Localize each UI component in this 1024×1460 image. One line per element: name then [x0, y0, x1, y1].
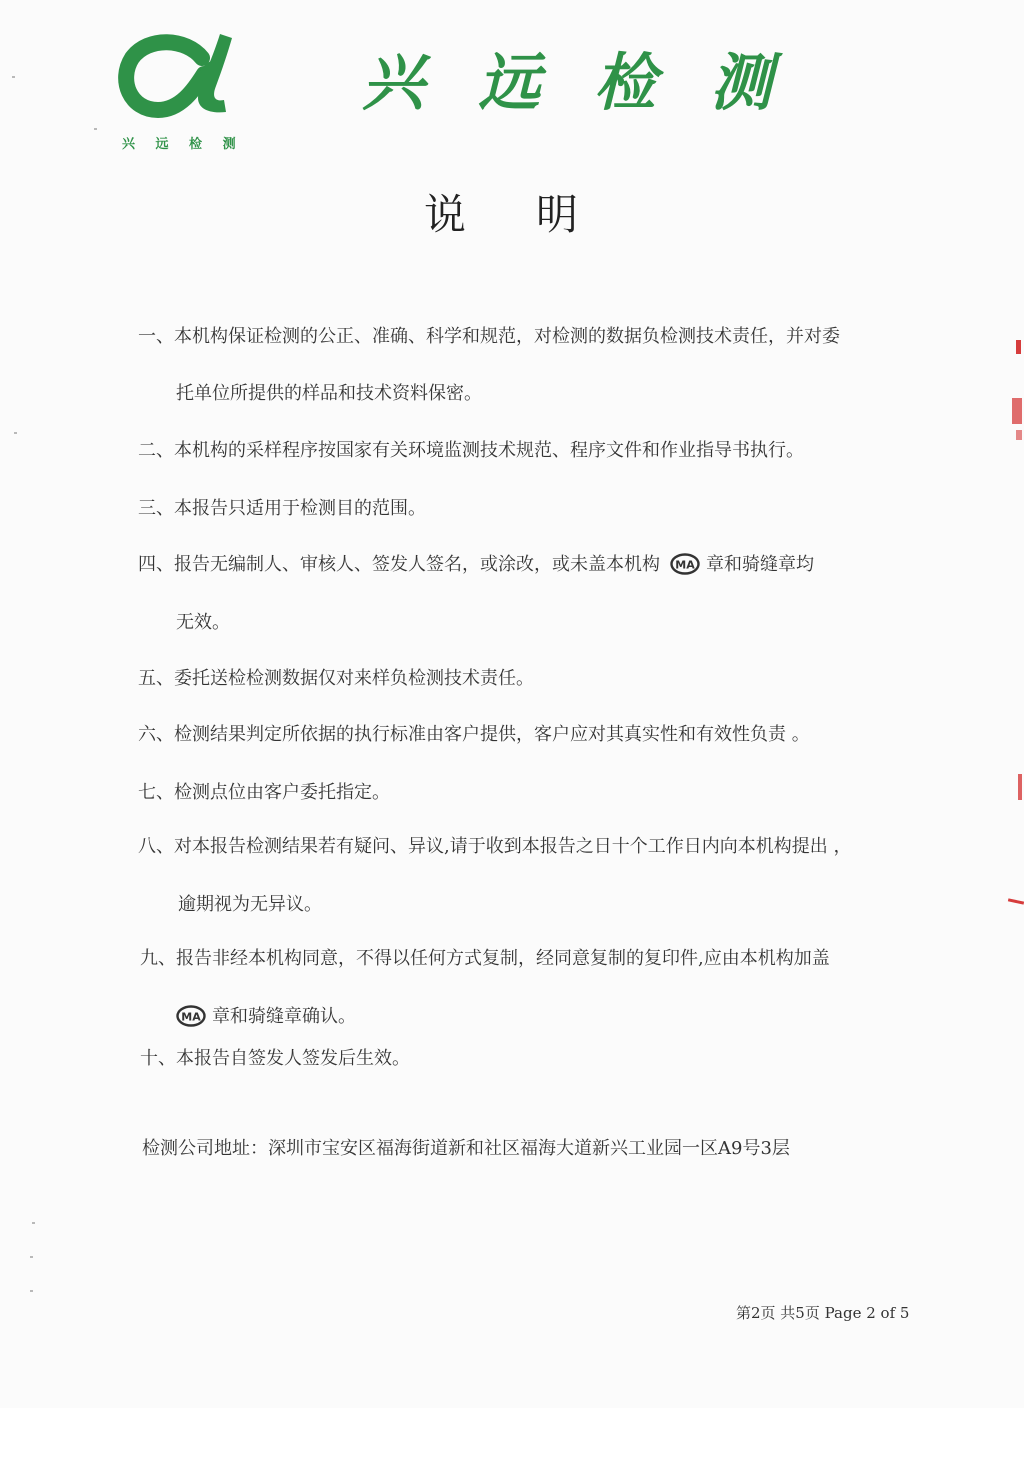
scan-speck — [30, 1290, 33, 1292]
ma-certification-icon — [176, 1005, 206, 1027]
clause-10 — [140, 1044, 410, 1070]
ma-label: MA — [675, 558, 695, 572]
clause-text: 章和骑缝章确认。 — [212, 1006, 356, 1027]
company-logo — [118, 30, 244, 155]
clause-2 — [138, 436, 804, 462]
clause-text: 报告非经本机构同意，不得以任何方式复制，经同意复制的复印件,应由本机构加盖 — [176, 948, 830, 969]
company-address: 检测公司地址：深圳市宝安区福海街道新和社区福海大道新兴工业园一区A9号3层 — [142, 1138, 790, 1159]
clause-5 — [138, 664, 534, 690]
clause-text: 检测点位由客户委托指定。 — [174, 782, 390, 803]
page-number: 第2页 共5页 Page 2 of 5 — [736, 1304, 910, 1322]
clause-text: 委托送检检测数据仅对来样负检测技术责任。 — [174, 668, 534, 689]
scan-speck — [14, 432, 17, 434]
ma-label: MA — [181, 1010, 201, 1024]
clause-text: 本报告只适用于检测目的范围。 — [174, 498, 426, 519]
clause-text: 本机构的采样程序按国家有关环境监测技术规范、程序文件和作业指导书执行。 — [174, 440, 804, 461]
clause-4 — [138, 550, 814, 576]
clause-4-continuation: 无效。 — [176, 612, 230, 633]
seal-fragment — [1016, 340, 1021, 354]
clause-text: 对本报告检测结果若有疑问、异议,请于收到本报告之日十个工作日内向本机构提出 ， — [174, 836, 852, 857]
scan-speck — [30, 1256, 33, 1258]
scan-speck — [94, 128, 97, 130]
scan-speck — [32, 1222, 35, 1224]
clause-number: 八、 — [138, 836, 174, 857]
clause-number: 六、 — [138, 724, 174, 745]
clause-1-continuation: 托单位所提供的样品和技术资料保密。 — [176, 383, 482, 404]
clause-6 — [138, 720, 810, 746]
clause-8 — [138, 832, 851, 858]
seal-fragment — [1008, 898, 1024, 904]
clause-number: 五、 — [138, 668, 174, 689]
clause-9-continuation — [172, 1002, 356, 1028]
clause-number: 一、 — [138, 326, 174, 347]
seal-fragment — [1018, 774, 1022, 800]
clause-text: 检测结果判定所依据的执行标准由客户提供，客户应对其真实性和有效性负责 。 — [174, 724, 810, 745]
brand-name: 兴远检测 — [362, 46, 827, 119]
clause-9 — [140, 944, 830, 970]
clause-8-continuation: 逾期视为无异议。 — [178, 894, 322, 915]
seal-fragment — [1016, 430, 1022, 440]
ma-certification-icon — [670, 553, 700, 575]
seal-fragment — [1012, 398, 1022, 424]
clause-number: 九、 — [140, 948, 176, 969]
clause-text: 本机构保证检测的公正、准确、科学和规范，对检测的数据负检测技术责任，并对委 — [174, 326, 840, 347]
clause-number: 二、 — [138, 440, 174, 461]
scan-speck — [12, 76, 15, 78]
clause-number: 七、 — [138, 782, 174, 803]
clause-1 — [138, 322, 840, 348]
clause-number: 四、 — [138, 554, 174, 575]
alpha-logo-icon — [118, 30, 236, 130]
clause-number: 三、 — [138, 498, 174, 519]
clause-number: 十、 — [140, 1048, 176, 1069]
logo-caption: 兴 远 检 测 — [122, 137, 244, 152]
clause-3 — [138, 494, 426, 520]
page-title: 说明 — [423, 190, 648, 239]
clause-text: 本报告自签发人签发后生效。 — [176, 1048, 410, 1069]
clause-7 — [138, 778, 390, 804]
clause-text-after-mark: 章和骑缝章均 — [706, 554, 814, 575]
clause-text: 报告无编制人、审核人、签发人签名，或涂改，或未盖本机构 — [174, 554, 660, 575]
